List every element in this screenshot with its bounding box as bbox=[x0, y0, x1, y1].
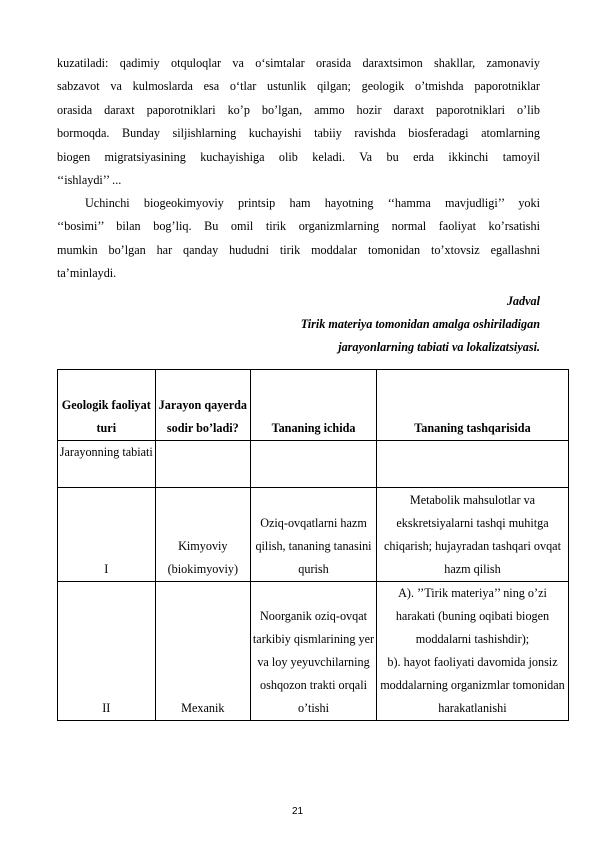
table-header-row bbox=[58, 370, 569, 441]
text-line: mumkin bo’lgan har qanday hududni tirik moddalar tomonidan to’xtovsiz egallashni bbox=[57, 242, 540, 257]
table-title-line-2: jarayonlarning tabiati va lokalizatsiyasi. bbox=[338, 340, 540, 354]
row-inside: Noorganik oziq-ovqat tarkibiy qismlarining yer va loy yeyuvchilarning oshqozon trakti orqali o’tishi bbox=[251, 582, 377, 721]
table-row bbox=[58, 488, 569, 582]
row-where: Mexanik bbox=[155, 582, 250, 721]
header-inside-body: Tananing ichida bbox=[251, 370, 377, 441]
empty-cell bbox=[251, 441, 377, 488]
text-line: ta’minlaydi. bbox=[57, 266, 117, 281]
table-label: Jadval bbox=[506, 294, 540, 308]
text-line: Uchinchi biogeokimyoviy printsip ham hayotning ‘‘hamma mavjudligi’’ yoki bbox=[85, 196, 540, 210]
paragraph-1 bbox=[57, 52, 540, 192]
text-line: orasida daraxt paporotniklari ko’p bo’lgan, ammo hozir daraxt paporotniklari o’lib bbox=[57, 102, 540, 117]
header-outside-body: Tananing tashqarisida bbox=[376, 370, 568, 441]
table-row bbox=[58, 582, 569, 721]
text-line: biogen migratsiyasining kuchayishiga olib keladi. Va bu erda ikkinchi tamoyil bbox=[57, 149, 540, 164]
text-line: ‘‘ishlaydi’’ ... bbox=[57, 172, 122, 187]
subheader-process-nature: Jarayonning tabiati bbox=[58, 441, 156, 488]
outside-item-a: A). ’’Tirik materiya’’ ning o’zi harakati (buning oqibati biogen moddalarni tashishdir); bbox=[395, 586, 550, 646]
text-line: bormoqda. Bunday siljishlarning kuchayishi tabiiy ravishda biosferadagi atomlarning bbox=[57, 126, 540, 141]
row-outside bbox=[376, 582, 568, 721]
header-where: Jarayon qayerda sodir bo’ladi? bbox=[155, 370, 250, 441]
table-subheader-row bbox=[58, 441, 569, 488]
row-where: Kimyoviy (biokimyoviy) bbox=[155, 488, 250, 582]
empty-cell bbox=[376, 441, 568, 488]
text-line: sabzavot va kulmoslarda esa o‘tlar ustunlik qilgan; geologik o’tmishda paporotniklar bbox=[57, 79, 540, 94]
table-title-line-1: Tirik materiya tomonidan amalga oshiriladigan bbox=[300, 317, 540, 331]
paragraph-2 bbox=[57, 192, 540, 286]
row-inside: Oziq-ovqatlarni hazm qilish, tananing tanasini qurish bbox=[251, 488, 377, 582]
page-number: 21 bbox=[291, 806, 304, 817]
outside-item-b: b). hayot faoliyati davomida jonsiz moddalarning organizmlar tomonidan harakatlanishi bbox=[380, 655, 565, 715]
row-type: II bbox=[58, 582, 156, 721]
row-outside: Metabolik mahsulotlar va ekskretsiyalarni tashqi muhitga chiqarish; hujayradan tashqari ovqat hazm qilish bbox=[376, 488, 568, 582]
header-geologic-activity: Geologik faoliyat turi bbox=[58, 370, 156, 441]
text-line: ‘‘bosimi’’ bilan bog’liq. Bu omil tirik organizmlarning normal faoliyat ko’rsatishi bbox=[57, 219, 540, 234]
process-table bbox=[57, 369, 569, 721]
empty-cell bbox=[155, 441, 250, 488]
text-line: kuzatiladi: qadimiy otquloqlar va o‘simtalar orasida daraxtsimon shakllar, zamonaviy bbox=[57, 56, 540, 70]
row-type: I bbox=[58, 488, 156, 582]
